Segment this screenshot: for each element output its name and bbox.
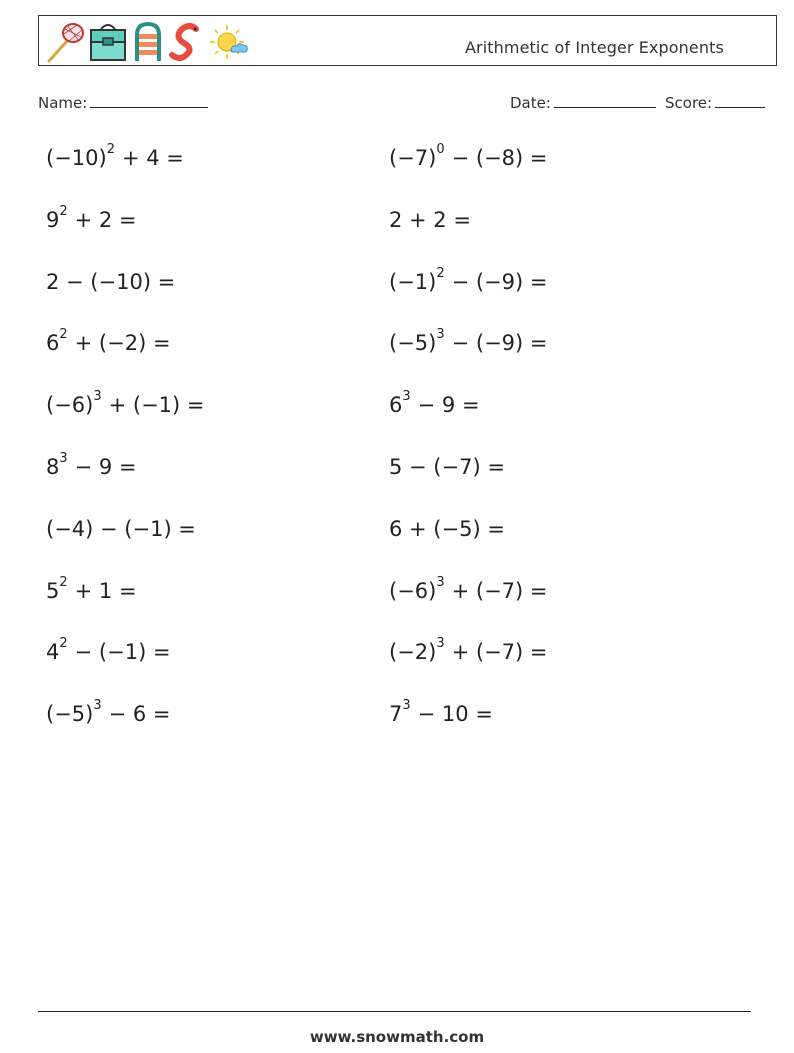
problem-4 bbox=[389, 208, 471, 232]
problem-base: 8 bbox=[46, 455, 60, 479]
problem-base: (−5) bbox=[389, 331, 437, 356]
sun-cloud-icon bbox=[205, 21, 249, 63]
butterfly-net-icon bbox=[45, 21, 85, 63]
problem-base: (−7) bbox=[389, 146, 437, 170]
score-blank bbox=[715, 93, 765, 108]
problem-13 bbox=[46, 517, 196, 541]
problem-base: 2 + 2 = bbox=[389, 207, 471, 232]
problem-base: 9 bbox=[46, 207, 60, 232]
problem-base: (−5) bbox=[46, 702, 94, 727]
problem-base: 2 − (−10) = bbox=[46, 269, 176, 294]
problem-rest: − 10 = bbox=[417, 702, 493, 727]
icon-row bbox=[45, 20, 249, 64]
problem-exponent: 0 bbox=[436, 142, 445, 157]
problem-base: 6 bbox=[389, 393, 403, 418]
problem-base: (−1) bbox=[389, 269, 437, 294]
problem-15 bbox=[46, 574, 137, 603]
problem-exponent: 2 bbox=[59, 574, 68, 590]
problem-rest: − (−9) = bbox=[451, 331, 548, 356]
problem-6 bbox=[389, 265, 548, 294]
problem-rest: + 2 = bbox=[74, 207, 137, 232]
problem-12 bbox=[389, 455, 505, 479]
problem-rest: − (−1) = bbox=[74, 640, 171, 665]
problem-exponent: 3 bbox=[93, 698, 102, 714]
problem-base: 5 bbox=[46, 578, 60, 603]
footer-url: www.snowmath.com bbox=[309, 1028, 485, 1046]
problem-exponent: 3 bbox=[93, 389, 102, 405]
header-box bbox=[38, 15, 777, 66]
problem-exponent: 2 bbox=[436, 265, 445, 281]
problem-18 bbox=[389, 636, 548, 665]
name-field bbox=[38, 93, 208, 112]
problem-7 bbox=[46, 327, 171, 356]
problem-exponent: 2 bbox=[59, 203, 68, 219]
problem-exponent: 2 bbox=[106, 142, 115, 157]
problem-exponent: 2 bbox=[59, 327, 68, 343]
problem-5 bbox=[46, 270, 175, 294]
problem-8 bbox=[389, 327, 548, 356]
problem-17 bbox=[46, 636, 171, 665]
problem-base: 4 bbox=[46, 640, 60, 665]
score-label: Score: bbox=[665, 94, 713, 112]
date-blank bbox=[554, 93, 656, 108]
problem-base: (−4) − (−1) = bbox=[46, 516, 196, 541]
problem-rest: + (−7) = bbox=[451, 578, 548, 603]
problem-19 bbox=[46, 698, 171, 727]
problem-base: (−6) bbox=[389, 578, 437, 603]
problem-base: (−10) bbox=[46, 146, 107, 170]
name-blank bbox=[90, 93, 208, 108]
problem-20 bbox=[389, 698, 493, 727]
problem-16 bbox=[389, 574, 548, 603]
problem-base: 6 bbox=[46, 331, 60, 356]
problem-11 bbox=[46, 451, 137, 479]
problem-rest: − 6 = bbox=[108, 702, 171, 727]
worksheet-title: Arithmetic of Integer Exponents bbox=[465, 38, 724, 57]
problem-rest: + (−1) = bbox=[108, 393, 205, 418]
date-label: Date: bbox=[510, 94, 551, 112]
problem-rest: + 4 = bbox=[121, 146, 184, 170]
problem-9 bbox=[46, 389, 205, 418]
problem-rest: − (−9) = bbox=[451, 269, 548, 294]
problem-14 bbox=[389, 517, 505, 541]
ladder-icon bbox=[131, 21, 165, 63]
problem-exponent: 3 bbox=[59, 451, 68, 466]
lunch-box-icon bbox=[88, 21, 128, 63]
worm-icon bbox=[168, 21, 202, 63]
problem-base: (−6) bbox=[46, 393, 94, 418]
problem-base: 5 − (−7) = bbox=[389, 455, 505, 479]
problem-exponent: 3 bbox=[402, 389, 411, 405]
problem-3 bbox=[46, 203, 137, 232]
footer-divider bbox=[38, 1011, 751, 1012]
problem-exponent: 2 bbox=[59, 636, 68, 652]
score-field bbox=[665, 93, 765, 112]
problem-base: (−2) bbox=[389, 640, 437, 665]
name-label: Name: bbox=[38, 94, 88, 112]
problem-base: 7 bbox=[389, 702, 403, 727]
problem-rest: − 9 = bbox=[417, 393, 480, 418]
problem-2 bbox=[389, 142, 548, 170]
problem-rest: − (−8) = bbox=[451, 146, 548, 170]
problem-base: 6 + (−5) = bbox=[389, 516, 505, 541]
problem-1 bbox=[46, 142, 184, 170]
problem-10 bbox=[389, 389, 480, 418]
problem-rest: + 1 = bbox=[74, 578, 137, 603]
problem-rest: − 9 = bbox=[74, 455, 137, 479]
problem-exponent: 3 bbox=[436, 327, 445, 343]
date-field bbox=[510, 93, 656, 112]
problem-exponent: 3 bbox=[436, 574, 445, 590]
problem-rest: + (−2) = bbox=[74, 331, 171, 356]
problem-exponent: 3 bbox=[436, 636, 445, 652]
problem-rest: + (−7) = bbox=[451, 640, 548, 665]
problem-exponent: 3 bbox=[402, 698, 411, 714]
